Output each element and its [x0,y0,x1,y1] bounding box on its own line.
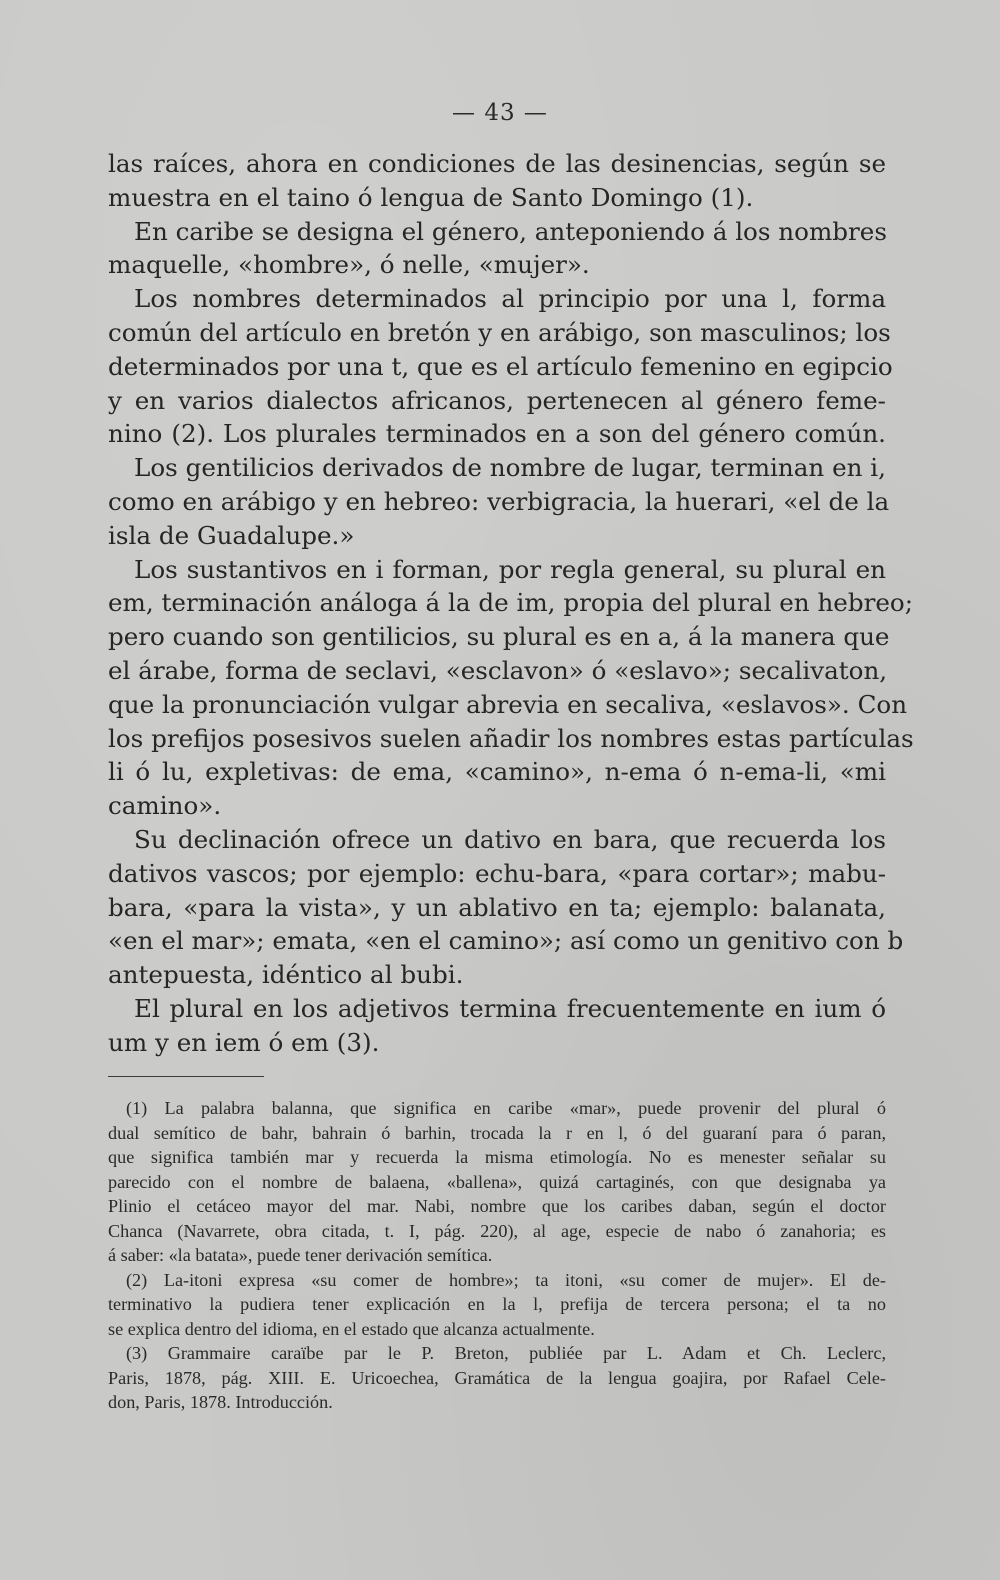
text-line: em, terminación análoga á la de im, propia del plural en hebreo; [108,588,914,618]
footnote-line: Chanca (Navarrete, obra citada, t. I, pág. 220), al age, especie de nabo ó zanahoria; es [108,1220,886,1241]
text-line: determinados por una t, que es el artículo femenino en egipcio [108,351,893,381]
text-line: los prefijos posesivos suelen añadir los nombres estas partículas [108,723,914,753]
text-line: El plural en los adjetivos termina frecuentemente en ium ó [134,993,886,1023]
text-line: «en el mar»; emata, «en el camino»; así como un genitivo con b [108,926,904,956]
text-line: dativos vascos; por ejemplo: echu-bara, «para cortar»; mabu- [108,858,886,888]
text-line: Los sustantivos en i forman, por regla general, su plural en [134,554,886,584]
footnote-line: (2) La-itoni expresa «su comer de hombre»; ta itoni, «su comer de mujer». El de- [126,1269,886,1290]
text-line: nino (2). Los plurales terminados en a son del género común. [108,419,886,449]
footnote-line: Paris, 1878, pág. XIII. E. Uricoechea, Gramática de la lengua goajira, por Rafael Cele- [108,1367,886,1388]
text-line: Los gentilicios derivados de nombre de lugar, terminan en i, [134,453,886,483]
text-line: Los nombres determinados al principio por una l, forma [134,284,886,314]
footnote-line: que significa también mar y recuerda la misma etimología. No es menester señalar su [108,1147,886,1167]
footnote-line: se explica dentro del idioma, en el estado que alcanza actualmente. [108,1318,595,1339]
footnote-line: don, Paris, 1878. Introducción. [108,1392,333,1412]
text-line: isla de Guadalupe.» [108,520,355,550]
text-line: el árabe, forma de seclavi, «esclavon» ó «eslavo»; secalivaton, [108,655,888,685]
text-line: muestra en el taino ó lengua de Santo Domingo (1). [108,182,754,212]
text-line: y en varios dialectos africanos, pertenecen al género feme- [108,385,886,415]
footnote-line: terminativo la pudiera tener explicación en la l, prefija de tercera persona; el ta no [108,1294,886,1314]
text-line: las raíces, ahora en condiciones de las desinencias, según se [108,149,886,178]
text-line: En caribe se designa el género, anteponiendo á los nombres [134,216,887,246]
text-line: como en arábigo y en hebreo: verbigracia, la huerari, «el de la [108,486,890,516]
text-line: um y en iem ó em (3). [108,1027,380,1057]
body-text [108,147,914,1060]
text-line: bara, «para la vista», y un ablativo en ta; ejemplo: balanata, [108,892,886,922]
footnote-line: (1) La palabra balanna, que significa en caribe «mar», puede provenir del plural ó [126,1098,886,1118]
footnote-divider [108,1076,264,1077]
text-line: li ó lu, expletivas: de ema, «camino», n-ema ó n-ema-li, «mi [108,757,886,787]
text-line: antepuesta, idéntico al bubi. [108,960,464,990]
text-line: maquelle, «hombre», ó nelle, «mujer». [108,250,590,280]
footnote-line: á saber: «la batata», puede tener derivación semítica. [108,1245,493,1265]
text-line: pero cuando son gentilicios, su plural es en a, á la manera que [108,622,890,652]
text-line: común del artículo en bretón y en arábigo, son masculinos; los [108,317,891,347]
footnote-line: dual semítico de bahr, bahrain ó barhin, trocada la r en l, ó del guaraní para ó paran, [108,1122,886,1143]
text-line: que la pronunciación vulgar abrevia en secaliva, «eslavos». Con [108,689,908,719]
text-line: camino». [108,791,222,821]
footnote-line: parecido con el nombre de balaena, «ballena», quizá cartaginés, con que designaba ya [108,1171,886,1192]
page-number: — 43 — [452,100,548,126]
footnotes [108,1096,886,1415]
text-line: Su declinación ofrece un dativo en bara, que recuerda los [134,824,886,854]
footnote-line: Plinio el cetáceo mayor del mar. Nabi, nombre que los caribes daban, según el doctor [108,1196,886,1216]
footnote-line: (3) Grammaire caraïbe par le P. Breton, publiée par L. Adam et Ch. Leclerc, [126,1343,886,1363]
